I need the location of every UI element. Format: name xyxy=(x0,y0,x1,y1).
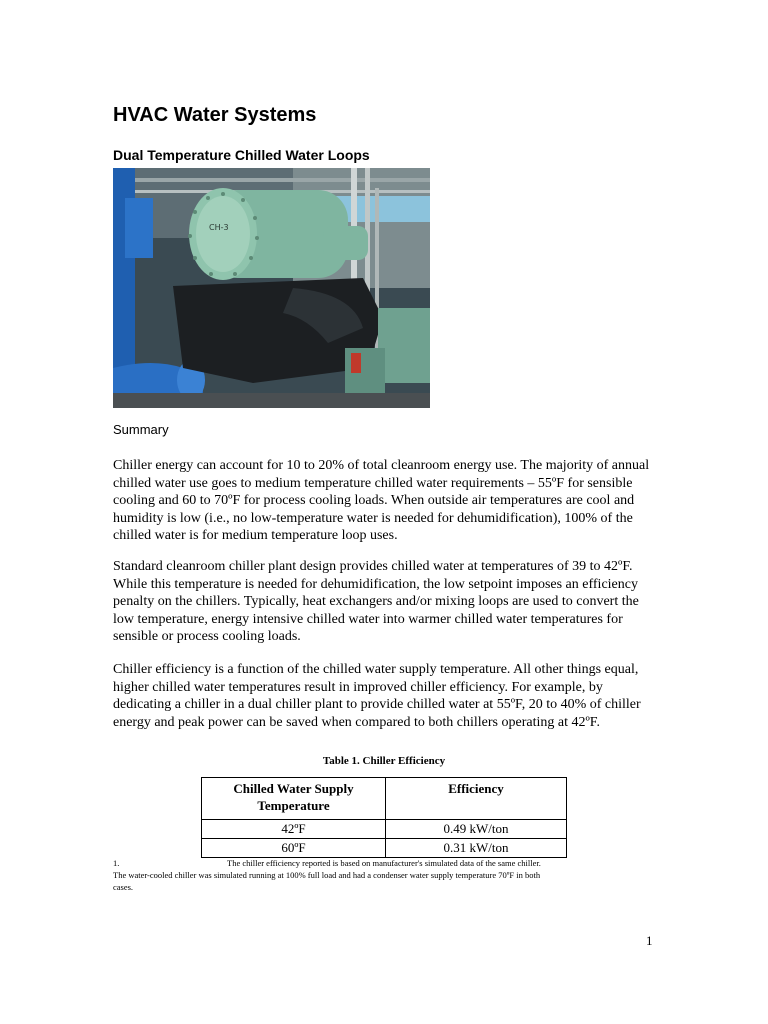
chiller-efficiency-table xyxy=(201,777,567,858)
table-cell: 0.49 kW/ton xyxy=(386,820,567,839)
table-cell: 60ºF xyxy=(202,839,386,858)
table-caption: Table 1. Chiller Efficiency xyxy=(322,755,446,767)
footnote-text: The chiller efficiency reported is based on manufacturer's simulated data of the same chiller. The water-cooled chiller was simulated running at 100% full load and had a condenser water supply temperature 70ºF in both cases. xyxy=(113,858,541,892)
chiller-photo xyxy=(113,168,430,408)
paragraph: Standard cleanroom chiller plant design provides chilled water at temperatures of 39 to 42ºF. While this temperature is needed for dehumidification, the low setpoint imposes an efficiency penalty on the chillers. Typically, heat exchangers and/or mixing loops are used to convert the low temperature, energy intensive chilled water into warmer chilled water temperatures for sensible or process cooling loads. xyxy=(113,559,639,644)
footnote xyxy=(113,857,553,893)
summary-heading: Summary xyxy=(113,422,169,437)
paragraph: Chiller energy can account for 10 to 20% of total cleanroom energy use. The majority of annual chilled water use goes to medium temperature chilled water requirements – 55ºF for sensible cooling and 60 to 70ºF for process cooling loads. When outside air temperatures are cool and humidity is low (i.e., no low-temperature water is needed for dehumidification), 100% of the chilled water is for medium temperature loop uses. xyxy=(113,458,650,543)
table-row xyxy=(202,839,567,858)
section-subtitle: Dual Temperature Chilled Water Loops xyxy=(113,147,370,163)
table-header-temperature: Chilled Water Supply Temperature xyxy=(202,778,386,820)
table-row xyxy=(202,820,567,839)
page-number: 1 xyxy=(646,933,653,948)
table-header-row xyxy=(202,778,567,820)
paragraph: Chiller efficiency is a function of the chilled water supply temperature. All other things equal, higher chilled water temperatures result in improved chiller efficiency. For example, by dedicating a chiller in a dual chiller plant to provide chilled water at 55ºF, 20 to 40% of chiller energy and peak power can be saved when compared to both chillers operating at 42ºF. xyxy=(113,662,641,730)
svg-text:CH-3: CH-3 xyxy=(209,223,229,232)
table-cell: 42ºF xyxy=(202,820,386,839)
table-cell: 0.31 kW/ton xyxy=(386,839,567,858)
document-title: HVAC Water Systems xyxy=(113,104,317,126)
footnote-number: 1. xyxy=(113,858,120,868)
table-header-efficiency: Efficiency xyxy=(386,778,567,820)
